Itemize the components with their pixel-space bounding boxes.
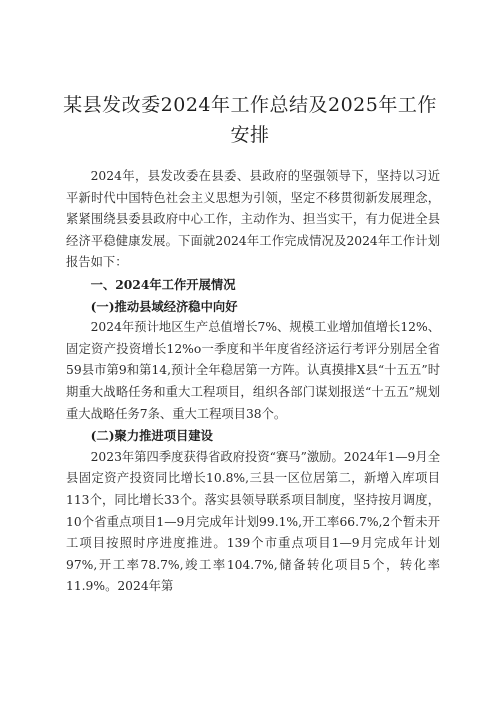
subsection-heading-2: (二)聚力推进项目建设 xyxy=(90,428,213,444)
subsection-paragraph-2: 2023年第四季度获得省政府投资“赛马”激励。2024年1—9月全县固定资产投资同比增长10.8%,三县一区位居第二，新增入库项目113个，同比增长33个。落实县领导联系项目制度，坚持按月调度，10个省重点项目1—9月完成年计划99.1%,开工率66.7%,2个暂未开工项目按照时序进度推进。139个市重点项目1—9月完成年计划97%,开工率78.7%,竣工率104.7%,储备转化项目5个，转化率11.9%。2024年第 xyxy=(66,449,440,594)
intro-paragraph: 2024年，县发改委在县委、县政府的坚强领导下，坚持以习近平新时代中国特色社会主义思想为引领，坚定不移贯彻新发展理念，紧紧围绕县委县政府中心工作，主动作为、担当实干，有力促进全县经济平稳健康发展。下面就2024年工作完成情况及2024年工作计划报告如下： xyxy=(66,169,440,270)
subsection-heading-1: (一)推动县域经济稳中向好 xyxy=(90,298,238,314)
subsection-paragraph-1: 2024年预计地区生产总值增长7%、规模工业增加值增长12%、固定资产投资增长12%o一季度和半年度省经济运行考评分别居全省59县市第9和第14,预计全年稳居第一方阵。认真摸排X县“十五五”时期重大战略任务和重大工程项目，组织各部门谋划报送“十五五”规划重大战略任务7条、重大工程项目38个。 xyxy=(66,320,440,421)
document-title: 某县发改委2024年工作总结及2025年工作安排 xyxy=(63,94,437,146)
section-heading: 一、2024年工作开展情况 xyxy=(90,276,236,292)
document-body xyxy=(66,166,440,598)
